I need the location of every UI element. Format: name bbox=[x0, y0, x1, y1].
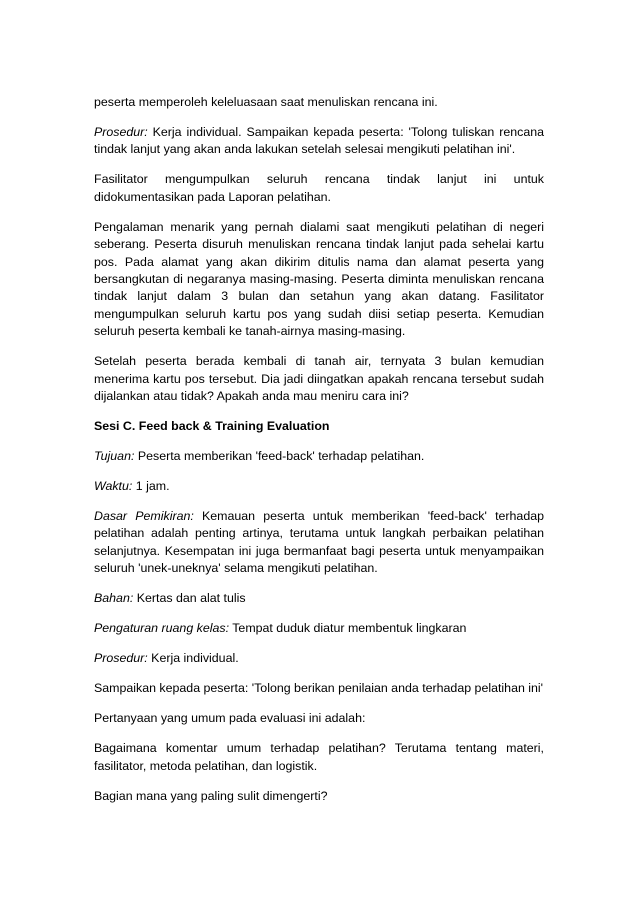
text-pengaturan: Tempat duduk diatur membentuk lingkaran bbox=[229, 621, 467, 636]
text-prosedur-2: Kerja individual. bbox=[147, 651, 239, 666]
label-prosedur-2: Prosedur: bbox=[94, 651, 148, 666]
paragraph-intro: peserta memperoleh keleluasaan saat menuliskan rencana ini. bbox=[94, 95, 438, 109]
paragraph-prosedur-2 bbox=[94, 650, 544, 667]
paragraph-fasilitator: Fasilitator mengumpulkan seluruh rencana tindak lanjut ini untuk didokumentasikan pada Laporan pelatihan. bbox=[94, 172, 544, 204]
text-waktu: 1 jam. bbox=[132, 479, 170, 494]
paragraph-sampaikan: Sampaikan kepada peserta: 'Tolong berikan penilaian anda terhadap pelatihan ini' bbox=[94, 681, 544, 696]
text-prosedur: Kerja individual. Sampaikan kepada peserta: 'Tolong tuliskan rencana tindak lanjut yang akan anda lakukan setelah selesai mengikuti pelatihan ini'. bbox=[94, 125, 544, 157]
paragraph-pengalaman: Pengalaman menarik yang pernah dialami saat mengikuti pelatihan di negeri seberang. Peserta disuruh menuliskan rencana tindak lanjut pada sehelai kartu pos. Pada alamat yang akan dikirim ditulis nama dan alamat peserta yang bersangkutan di negaranya masing-masing. Peserta diminta menuliskan rencana tindak lanjut dalam 3 bulan dan setahun yang akan datang. Fasilitator mengumpulkan seluruh kartu pos yang sudah diisi setiap peserta. Kemudian seluruh peserta kembali ke tanah-airnya masing-masing. bbox=[94, 219, 544, 339]
label-waktu: Waktu: bbox=[94, 479, 133, 494]
label-bahan: Bahan: bbox=[94, 591, 134, 606]
paragraph-setelah: Setelah peserta berada kembali di tanah air, ternyata 3 bulan kemudian menerima kartu pos tersebut. Dia jadi diingatkan apakah rencana tersebut sudah dijalankan atau tidak? Apakah anda mau meniru cara ini? bbox=[94, 354, 544, 404]
text-tujuan: Peserta memberikan 'feed-back' terhadap pelatihan. bbox=[134, 449, 425, 464]
paragraph-bahan bbox=[94, 590, 544, 607]
text-bahan: Kertas dan alat tulis bbox=[133, 591, 246, 606]
paragraph-tujuan bbox=[94, 448, 544, 465]
paragraph-pengaturan bbox=[94, 620, 544, 637]
label-dasar-pemikiran: Dasar Pemikiran: bbox=[94, 509, 194, 524]
paragraph-pertanyaan: Pertanyaan yang umum pada evaluasi ini adalah: bbox=[94, 711, 366, 726]
paragraph-waktu bbox=[94, 478, 544, 495]
text-dasar-pemikiran: Kemauan peserta untuk memberikan 'feed-back' terhadap pelatihan adalah penting artinya, terutama untuk langkah perbaikan pelatihan selanjutnya. Kesempatan ini juga bermanfaat bagi peserta untuk menyampaikan seluruh 'unek-uneknya' selama mengikuti pelatihan. bbox=[94, 509, 544, 576]
paragraph-bagian: Bagian mana yang paling sulit dimengerti? bbox=[94, 788, 328, 803]
paragraph-bagaimana: Bagaimana komentar umum terhadap pelatihan? Terutama tentang materi, fasilitator, metoda pelatihan, dan logistik. bbox=[94, 741, 544, 773]
label-tujuan: Tujuan: bbox=[94, 449, 135, 464]
section-heading: Sesi C. Feed back & Training Evaluation bbox=[94, 419, 330, 434]
paragraph-prosedur bbox=[94, 124, 544, 159]
label-prosedur: Prosedur: bbox=[94, 125, 148, 139]
paragraph-dasar-pemikiran bbox=[94, 508, 544, 578]
label-pengaturan: Pengaturan ruang kelas: bbox=[94, 621, 230, 636]
document-page bbox=[94, 94, 544, 818]
